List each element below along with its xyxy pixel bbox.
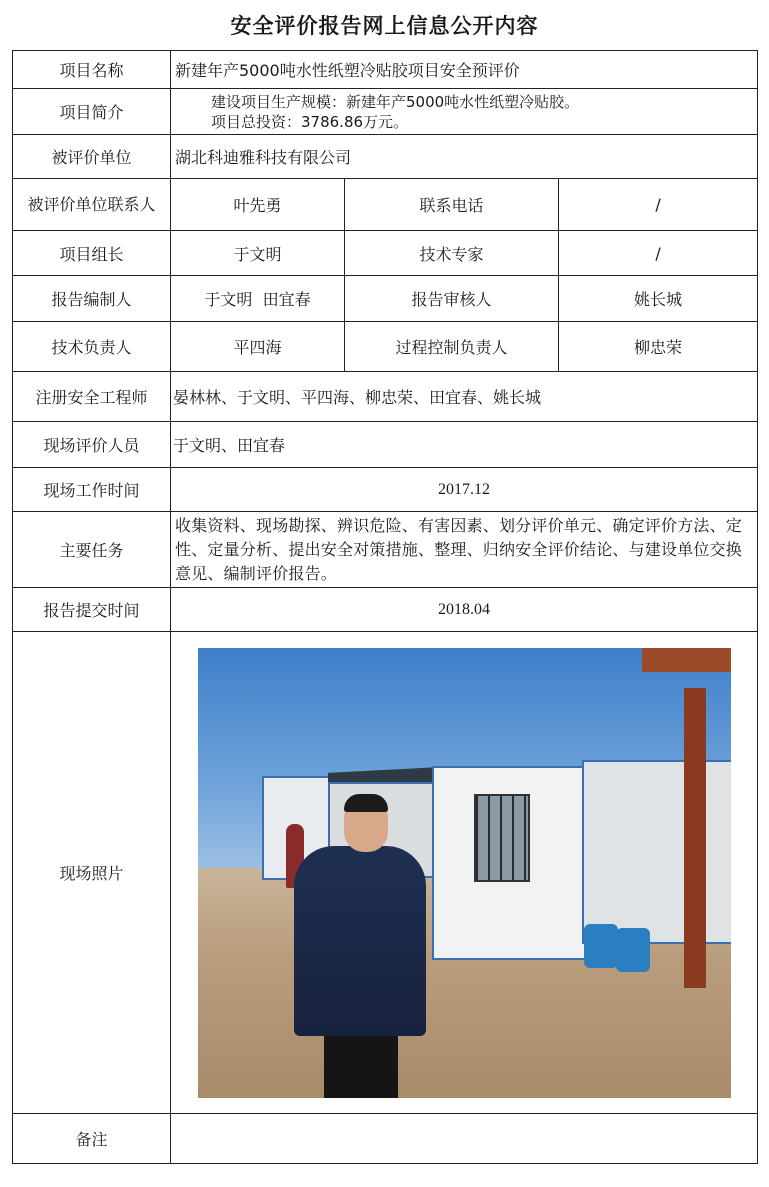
row-project-intro <box>13 89 758 135</box>
tasks-label: 主要任务 <box>13 512 171 588</box>
project-intro-label: 项目简介 <box>13 89 171 135</box>
photo-canopy <box>642 648 731 672</box>
reviewer-label: 报告审核人 <box>345 276 559 322</box>
row-team-leader <box>13 231 758 276</box>
engineers-label: 注册安全工程师 <box>13 372 171 422</box>
compiler-value: 于文明 田宜春 <box>171 276 345 322</box>
row-tech-lead <box>13 322 758 372</box>
phone-label: 联系电话 <box>345 179 559 231</box>
project-intro-line2: 项目总投资：3786.86万元。 <box>211 112 409 131</box>
page-title: 安全评价报告网上信息公开内容 <box>230 14 539 38</box>
row-submit-time <box>13 588 758 632</box>
process-label: 过程控制负责人 <box>345 322 559 372</box>
remarks-value <box>171 1114 758 1164</box>
site-time-value: 2017.12 <box>171 468 758 512</box>
phone-value: / <box>559 179 758 231</box>
project-intro-line1: 建设项目生产规模：新建年产5000吨水性纸塑冷贴胶。 <box>211 92 580 111</box>
row-photo <box>13 632 758 1114</box>
photo-window <box>474 794 530 882</box>
expert-label: 技术专家 <box>345 231 559 276</box>
row-remarks <box>13 1114 758 1164</box>
row-tasks <box>13 512 758 588</box>
row-evaluated-unit <box>13 135 758 179</box>
photo-barrel <box>584 924 618 968</box>
photo-person-jacket <box>294 846 426 1036</box>
contact-label: 被评价单位联系人 <box>13 179 171 231</box>
project-name-label: 项目名称 <box>13 51 171 89</box>
photo-container-4 <box>582 760 731 944</box>
row-site-time <box>13 468 758 512</box>
photo-person-hair <box>344 794 388 812</box>
process-value: 柳忠荣 <box>559 322 758 372</box>
row-contact <box>13 179 758 231</box>
reviewer-value: 姚长城 <box>559 276 758 322</box>
tech-lead-label: 技术负责人 <box>13 322 171 372</box>
site-time-label: 现场工作时间 <box>13 468 171 512</box>
engineers-value: 晏林林、于文明、平四海、柳忠荣、田宜春、姚长城 <box>171 372 758 422</box>
row-engineers <box>13 372 758 422</box>
project-intro-value <box>171 89 758 135</box>
submit-time-value: 2018.04 <box>171 588 758 632</box>
tech-lead-value: 平四海 <box>171 322 345 372</box>
project-name-value: 新建年产5000吨水性纸塑冷贴胶项目安全预评价 <box>171 51 758 89</box>
team-leader-label: 项目组长 <box>13 231 171 276</box>
row-project-name <box>13 51 758 89</box>
expert-value: / <box>559 231 758 276</box>
tasks-value: 收集资料、现场勘探、辨识危险、有害因素、划分评价单元、确定评价方法、定性、定量分析、提出安全对策措施、整理、归纳安全评价结论、与建设单位交换意见、编制评价报告。 <box>171 512 758 588</box>
remarks-label: 备注 <box>13 1114 171 1164</box>
submit-time-label: 报告提交时间 <box>13 588 171 632</box>
team-leader-value: 于文明 <box>171 231 345 276</box>
site-staff-value: 于文明、田宜春 <box>171 422 758 468</box>
site-photo <box>198 648 731 1098</box>
evaluated-unit-value: 湖北科迪雅科技有限公司 <box>171 135 758 179</box>
photo-barrel <box>616 928 650 972</box>
row-site-staff <box>13 422 758 468</box>
site-staff-label: 现场评价人员 <box>13 422 171 468</box>
contact-value: 叶先勇 <box>171 179 345 231</box>
report-table <box>12 50 758 1164</box>
compiler-label: 报告编制人 <box>13 276 171 322</box>
row-compiler <box>13 276 758 322</box>
photo-cell <box>171 632 758 1114</box>
evaluated-unit-label: 被评价单位 <box>13 135 171 179</box>
photo-pillar <box>684 688 706 988</box>
photo-label: 现场照片 <box>13 632 171 1114</box>
photo-person-legs <box>324 1032 398 1098</box>
